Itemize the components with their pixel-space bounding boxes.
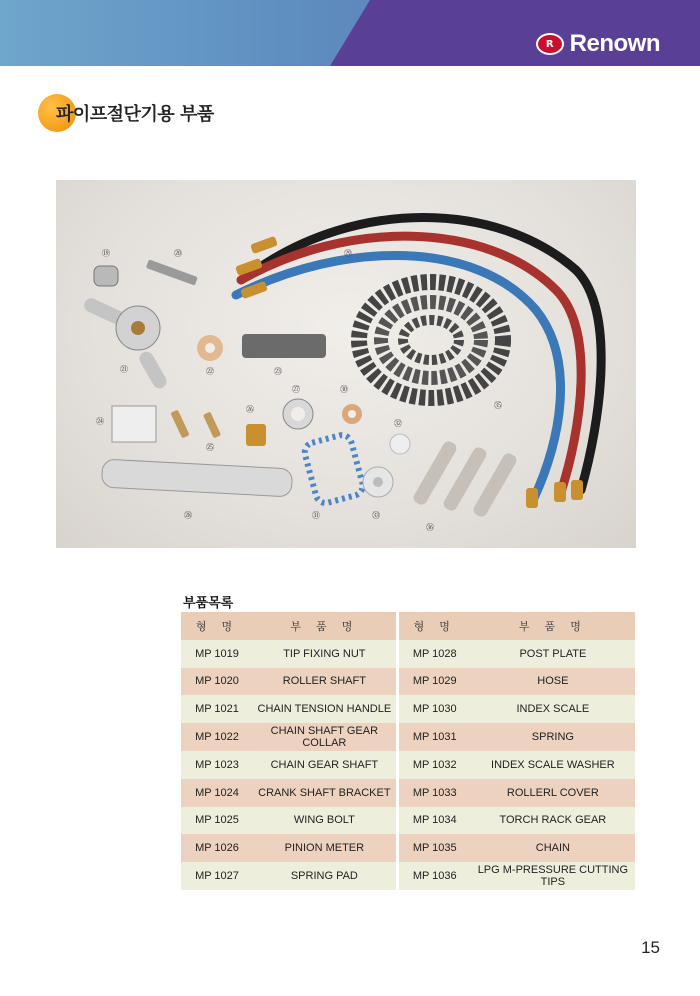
part-code-cell: MP 1032 bbox=[399, 751, 471, 779]
spring bbox=[303, 433, 365, 505]
chain-coil bbox=[359, 282, 503, 398]
parts-photo bbox=[56, 180, 636, 548]
part-name-cell: INDEX SCALE bbox=[471, 695, 635, 723]
part-code-cell: MP 1024 bbox=[181, 779, 253, 807]
part-code-cell: MP 1020 bbox=[181, 668, 253, 696]
table-row bbox=[181, 862, 635, 890]
part-code-cell: MP 1031 bbox=[399, 723, 471, 751]
part-label: ㉔ bbox=[96, 417, 104, 426]
part-code-cell: MP 1036 bbox=[399, 862, 471, 890]
part-name-cell: LPG M-PRESSURE CUTTING TIPS bbox=[471, 862, 635, 890]
part-label: ㉖ bbox=[246, 405, 254, 414]
part-code-cell: MP 1027 bbox=[181, 862, 253, 890]
table-row bbox=[181, 668, 635, 696]
brand-name: Renown bbox=[569, 30, 660, 57]
brand-logo bbox=[536, 30, 660, 58]
part-name-cell: WING BOLT bbox=[253, 807, 396, 835]
part-code-cell: MP 1021 bbox=[181, 695, 253, 723]
crank-shaft-bracket bbox=[112, 406, 156, 442]
part-name-cell: ROLLER SHAFT bbox=[253, 668, 396, 696]
part-name-cell: TIP FIXING NUT bbox=[253, 640, 396, 668]
table-row bbox=[181, 779, 635, 807]
section-heading bbox=[38, 94, 214, 132]
parts-list-title: 부품목록 bbox=[183, 596, 234, 611]
section-title: 파이프절단기용 부품 bbox=[56, 104, 214, 125]
part-name-cell: HOSE bbox=[471, 668, 635, 696]
part-label: ㉜ bbox=[394, 419, 402, 428]
column-header: 부 품 명 bbox=[253, 612, 396, 640]
part-label: ㉟ bbox=[494, 401, 502, 410]
part-code-cell: MP 1025 bbox=[181, 807, 253, 835]
part-label: ⑲ bbox=[102, 249, 110, 258]
wing-bolts bbox=[170, 410, 221, 439]
part-code-cell: MP 1034 bbox=[399, 807, 471, 835]
table-header-row bbox=[181, 612, 635, 640]
column-header: 형 명 bbox=[399, 612, 471, 640]
part-name-cell: CHAIN bbox=[471, 834, 635, 862]
part-code-cell: MP 1022 bbox=[181, 723, 253, 751]
chain-tension-handle bbox=[82, 296, 169, 391]
page-number: 15 bbox=[641, 938, 660, 957]
part-label: ㉝ bbox=[372, 511, 380, 520]
chain-gear-shaft bbox=[242, 334, 326, 358]
table-row bbox=[181, 723, 635, 751]
part-label: ㉘ bbox=[184, 511, 192, 520]
part-code-cell: MP 1030 bbox=[399, 695, 471, 723]
table-row bbox=[181, 640, 635, 668]
part-label: ㉑ bbox=[120, 365, 128, 374]
part-label: ㉚ bbox=[340, 385, 348, 394]
part-name-cell: CHAIN GEAR SHAFT bbox=[253, 751, 396, 779]
table-row bbox=[181, 695, 635, 723]
part-label: ㉕ bbox=[206, 443, 214, 452]
pinion-meter bbox=[246, 424, 266, 446]
part-label: ⑳ bbox=[174, 249, 182, 258]
part-label: ㊱ bbox=[426, 523, 434, 532]
part-code-cell: MP 1029 bbox=[399, 668, 471, 696]
part-name-cell: CHAIN SHAFT GEAR COLLAR bbox=[253, 723, 396, 751]
part-name-cell: PINION METER bbox=[253, 834, 396, 862]
part-code-cell: MP 1023 bbox=[181, 751, 253, 779]
part-code-cell: MP 1028 bbox=[399, 640, 471, 668]
part-code-cell: MP 1035 bbox=[399, 834, 471, 862]
post-plate bbox=[101, 459, 292, 497]
parts-table bbox=[181, 612, 635, 890]
table-row bbox=[181, 834, 635, 862]
table-row bbox=[181, 807, 635, 835]
brand-mark-icon: R bbox=[536, 33, 564, 55]
part-label: ㉗ bbox=[292, 385, 300, 394]
part-code-cell: MP 1033 bbox=[399, 779, 471, 807]
part-label: ㉓ bbox=[274, 367, 282, 376]
roller-shaft bbox=[146, 259, 198, 285]
column-header: 형 명 bbox=[181, 612, 253, 640]
part-name-cell: SPRING bbox=[471, 723, 635, 751]
part-code-cell: MP 1026 bbox=[181, 834, 253, 862]
tip-fixing-nut bbox=[94, 266, 118, 286]
part-name-cell: CRANK SHAFT BRACKET bbox=[253, 779, 396, 807]
part-name-cell: POST PLATE bbox=[471, 640, 635, 668]
part-label: ㉒ bbox=[206, 367, 214, 376]
cutting-tips bbox=[411, 439, 518, 519]
part-name-cell: ROLLERL COVER bbox=[471, 779, 635, 807]
part-name-cell: CHAIN TENSION HANDLE bbox=[253, 695, 396, 723]
part-code-cell: MP 1019 bbox=[181, 640, 253, 668]
column-header: 부 품 명 bbox=[471, 612, 635, 640]
part-name-cell: SPRING PAD bbox=[253, 862, 396, 890]
part-label: ㉛ bbox=[312, 511, 320, 520]
index-scale-washer bbox=[390, 434, 410, 454]
table-row bbox=[181, 751, 635, 779]
part-name-cell: TORCH RACK GEAR bbox=[471, 807, 635, 835]
part-label: ㉙ bbox=[344, 249, 352, 258]
part-name-cell: INDEX SCALE WASHER bbox=[471, 751, 635, 779]
page-header bbox=[0, 0, 700, 66]
parts-illustration bbox=[56, 180, 636, 548]
